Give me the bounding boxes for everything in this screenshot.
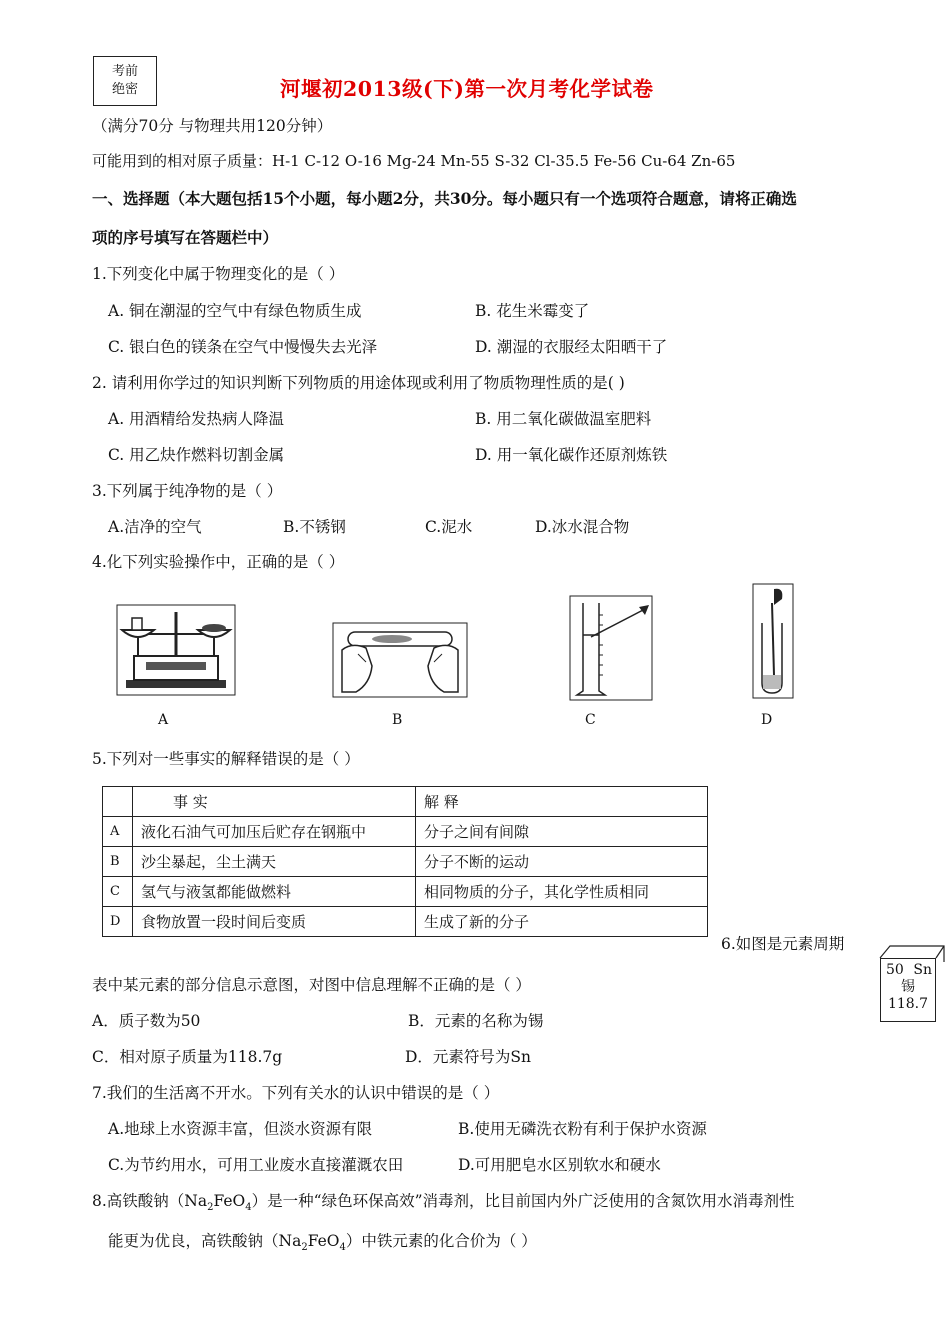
q8-line2 <box>108 1229 537 1253</box>
q8-line1-pre: 8.高铁酸钠（Na <box>92 1192 208 1210</box>
table-row <box>103 817 708 847</box>
q3-option-d: D.冰水混合物 <box>535 518 630 536</box>
table-row-fact: 沙尘暴起，尘土满天 <box>133 847 416 877</box>
q4-label-a: A <box>158 712 169 728</box>
q8-line1-mid: FeO <box>213 1192 246 1210</box>
balance-figure <box>116 604 236 696</box>
q7-option-b: B.使用无磷洗衣粉有利于保护水资源 <box>458 1120 707 1138</box>
table-row-fact: 食物放置一段时间后变质 <box>133 907 416 937</box>
section1-instruction-line1: 一、选择题（本大题包括15个小题，每小题2分，共30分。每小题只有一个选项符合题意，请将正确选 <box>92 189 797 208</box>
element-tile <box>880 958 936 1022</box>
q4-stem: 4.化下列实验操作中，正确的是（ ） <box>92 553 345 571</box>
table-header-fact: 事 实 <box>133 787 416 817</box>
table-row-fact: 液化石油气可加压后贮存在钢瓶中 <box>133 817 416 847</box>
q7-option-c: C.为节约用水，可用工业废水直接灌溉农田 <box>108 1156 404 1174</box>
q6-option-d: D．元素符号为Sn <box>405 1048 532 1066</box>
table-row-explain: 分子不断的运动 <box>416 847 708 877</box>
table-row <box>103 847 708 877</box>
q3-option-c: C.泥水 <box>425 518 473 536</box>
q7-option-d: D.可用肥皂水区别软水和硬水 <box>458 1156 661 1174</box>
q7-option-a: A.地球上水资源丰富，但淡水资源有限 <box>108 1120 373 1138</box>
score-info: （满分70分 与物理共用120分钟） <box>92 117 333 135</box>
atomic-masses: 可能用到的相对原子质量：H-1 C-12 O-16 Mg-24 Mn-55 S-32 Cl-35.5 Fe-56 Cu-64 Zn-65 <box>92 152 736 170</box>
q7-stem: 7.我们的生活离不开水。下列有关水的认识中错误的是（ ） <box>92 1084 500 1102</box>
table-row-explain: 生成了新的分子 <box>416 907 708 937</box>
element-mass: 118.7 <box>887 996 929 1012</box>
table-row-key: D <box>103 907 133 937</box>
facts-table <box>102 786 708 937</box>
q6-option-a: A．质子数为50 <box>92 1012 201 1030</box>
element-name: 锡 <box>901 979 915 995</box>
q2-option-d: D. 用一氧化碳作还原剂炼铁 <box>475 446 668 464</box>
q8-line1-sub2: 4 <box>245 1202 252 1214</box>
q2-option-a: A. 用酒精给发热病人降温 <box>108 410 285 428</box>
table-row-explain: 分子之间有间隙 <box>416 817 708 847</box>
q8-line1-sub1: 2 <box>207 1202 214 1214</box>
q6-stem-part2: 表中某元素的部分信息示意图，对图中信息理解不正确的是（ ） <box>92 976 531 994</box>
q6-option-c: C．相对原子质量为118.7g <box>92 1048 283 1066</box>
table-row <box>103 907 708 937</box>
table-row-fact: 氢气与液氢都能做燃料 <box>133 877 416 907</box>
table-header-row <box>103 787 708 817</box>
table-row-key: A <box>103 817 133 847</box>
table-header-explain: 解 释 <box>416 787 708 817</box>
q6-stem-part1: 6.如图是元素周期 <box>721 935 845 953</box>
q8-line2-mid: FeO <box>307 1232 340 1250</box>
q2-option-b: B. 用二氧化碳做温室肥料 <box>475 410 652 428</box>
table-cell <box>103 787 133 817</box>
element-number: 50 <box>886 962 904 978</box>
q4-label-d: D <box>761 712 773 728</box>
element-symbol: Sn <box>913 962 932 978</box>
q1-option-a: A. 铜在潮湿的空气中有绿色物质生成 <box>108 302 362 320</box>
q6-option-b: B．元素的名称为锡 <box>408 1012 544 1030</box>
section1-instruction-line2: 项的序号填写在答题栏中） <box>92 228 279 247</box>
table-row-explain: 相同物质的分子，其化学性质相同 <box>416 877 708 907</box>
dropper-test-tube-figure <box>752 583 794 699</box>
q8-line1 <box>92 1189 795 1213</box>
q4-label-c: C <box>585 712 596 728</box>
q8-line2-sub2: 4 <box>339 1242 346 1254</box>
table-row <box>103 877 708 907</box>
graduated-cylinder-figure <box>569 595 653 701</box>
secret-line2: 绝密 <box>111 82 138 97</box>
q2-stem: 2. 请利用你学过的知识判断下列物质的用途体现或利用了物质物理性质的是( ) <box>92 374 625 392</box>
q3-option-b: B.不锈钢 <box>283 518 346 536</box>
q3-stem: 3.下列属于纯净物的是（ ） <box>92 482 283 500</box>
secret-stamp <box>93 56 157 106</box>
q1-stem: 1.下列变化中属于物理变化的是（ ） <box>92 265 345 283</box>
q5-stem: 5.下列对一些事实的解释错误的是（ ） <box>92 750 360 768</box>
table-row-key: C <box>103 877 133 907</box>
q1-option-c: C. 银白色的镁条在空气中慢慢失去光泽 <box>108 338 378 356</box>
q8-line2-post: ）中铁元素的化合价为（ ） <box>345 1232 537 1250</box>
q4-label-b: B <box>392 712 403 728</box>
page-title: 河堰初2013级(下)第一次月考化学试卷 <box>280 77 654 101</box>
q1-option-d: D. 潮湿的衣服经太阳晒干了 <box>475 338 668 356</box>
q8-line2-sub1: 2 <box>301 1242 308 1254</box>
q1-option-b: B. 花生米霉变了 <box>475 302 590 320</box>
q8-line2-pre: 能更为优良，高铁酸钠（Na <box>108 1232 302 1250</box>
test-tube-hands-figure <box>332 622 468 698</box>
q2-option-c: C. 用乙炔作燃料切割金属 <box>108 446 285 464</box>
q3-option-a: A.洁净的空气 <box>108 518 202 536</box>
q8-line1-post: ）是一种“绿色环保高效”消毒剂，比目前国内外广泛使用的含氮饮用水消毒剂性 <box>251 1192 795 1210</box>
table-row-key: B <box>103 847 133 877</box>
secret-line1: 考前 <box>111 64 138 79</box>
